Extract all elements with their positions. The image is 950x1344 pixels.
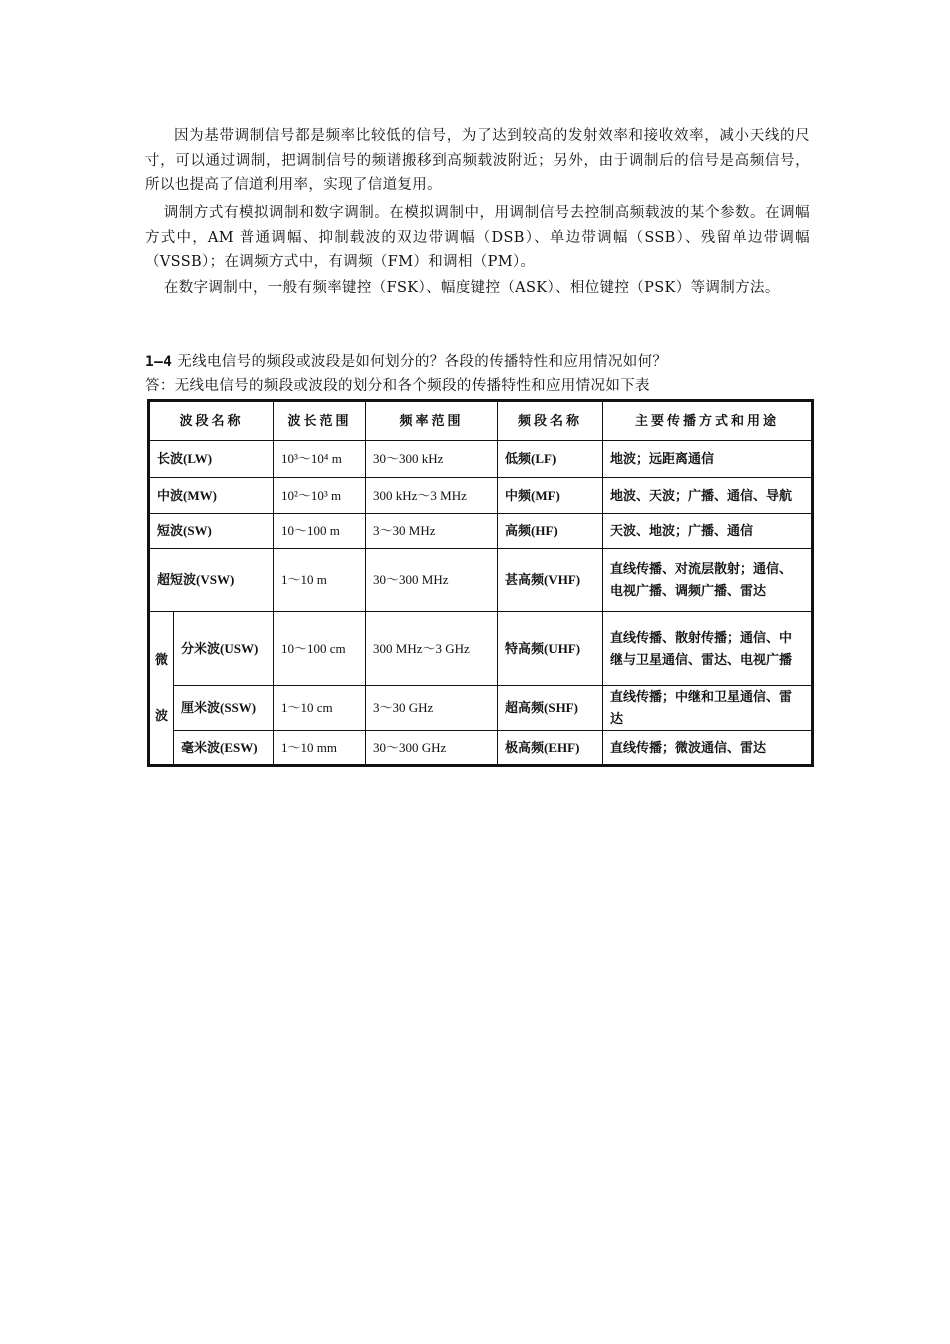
header-wavelength: 波长范围 — [274, 401, 366, 441]
frequency-band-table — [147, 399, 811, 755]
table-row — [149, 686, 813, 731]
header-frequency: 频率范围 — [366, 401, 498, 441]
cell-band: 极高频(EHF) — [498, 731, 603, 766]
cell-band: 高频(HF) — [498, 514, 603, 549]
cell-frequency: 30～300 MHz — [366, 549, 498, 612]
table-row — [149, 441, 813, 478]
question-number: 1—4 — [145, 354, 173, 370]
question-block — [145, 350, 810, 398]
table-row — [149, 612, 813, 686]
cell-frequency: 3～30 GHz — [366, 686, 498, 731]
cell-band: 中频(MF) — [498, 478, 603, 514]
cell-wavelength: 1～10 m — [274, 549, 366, 612]
header-band-name: 波段名称 — [149, 401, 274, 441]
table-header-row — [149, 401, 813, 441]
table-row — [149, 731, 813, 766]
cell-usage: 天波、地波；广播、通信 — [603, 514, 813, 549]
cell-usage: 地波、天波；广播、通信、导航 — [603, 478, 813, 514]
cell-usage: 地波；远距离通信 — [603, 441, 813, 478]
header-usage: 主要传播方式和用途 — [603, 401, 813, 441]
cell-frequency: 30～300 kHz — [366, 441, 498, 478]
cell-wavelength: 1～10 mm — [274, 731, 366, 766]
paragraph-2 — [145, 201, 810, 275]
cell-wavelength: 10³～10⁴ m — [274, 441, 366, 478]
table-row — [149, 549, 813, 612]
answer-line: 答：无线电信号的频段或波段的划分和各个频段的传播特性和应用情况如下表 — [145, 378, 650, 394]
microwave-label-bottom: 波 — [154, 708, 168, 723]
microwave-label-top: 微 — [154, 652, 168, 667]
header-band-label: 频段名称 — [498, 401, 603, 441]
paragraph-3 — [145, 276, 810, 301]
cell-wavelength: 10～100 m — [274, 514, 366, 549]
table-row — [149, 514, 813, 549]
cell-band: 低频(LF) — [498, 441, 603, 478]
paragraph-1 — [145, 124, 810, 198]
paragraph-text: 因为基带调制信号都是频率比较低的信号，为了达到较高的发射效率和接收效率，减小天线的尺寸，可以通过调制，把调制信号的频谱搬移到高频载波附近；另外，由于调制后的信号是高频信号，所以也提高了信道利用率，实现了信道复用。 — [145, 128, 810, 193]
cell-name: 毫米波(ESW) — [174, 731, 274, 766]
microwave-group-label — [149, 612, 174, 766]
cell-wavelength: 10²～10³ m — [274, 478, 366, 514]
cell-band: 特高频(UHF) — [498, 612, 603, 686]
cell-name: 厘米波(SSW) — [174, 686, 274, 731]
table-row — [149, 478, 813, 514]
cell-band: 甚高频(VHF) — [498, 549, 603, 612]
cell-usage: 直线传播；中继和卫星通信、雷达 — [603, 686, 813, 731]
question-text: 无线电信号的频段或波段是如何划分的？各段的传播特性和应用情况如何？ — [177, 354, 668, 370]
cell-name: 超短波(VSW) — [149, 549, 274, 612]
paragraph-text: 在数字调制中，一般有频率键控（FSK）、幅度键控（ASK）、相位键控（PSK）等调制方法。 — [163, 280, 780, 296]
cell-wavelength: 1～10 cm — [274, 686, 366, 731]
cell-band: 超高频(SHF) — [498, 686, 603, 731]
cell-name: 分米波(USW) — [174, 612, 274, 686]
cell-frequency: 3～30 MHz — [366, 514, 498, 549]
band-table — [147, 399, 814, 767]
cell-usage: 直线传播、对流层散射；通信、电视广播、调频广播、雷达 — [603, 549, 813, 612]
cell-frequency: 300 MHz～3 GHz — [366, 612, 498, 686]
cell-name: 长波(LW) — [149, 441, 274, 478]
cell-usage: 直线传播、散射传播；通信、中继与卫星通信、雷达、电视广播 — [603, 612, 813, 686]
question-line — [145, 350, 810, 374]
paragraph-text: 调制方式有模拟调制和数字调制。在模拟调制中，用调制信号去控制高频载波的某个参数。在调幅方式中，AM 普通调幅、抑制载波的双边带调幅（DSB）、单边带调幅（SSB）、残留单边带调幅（VSSB）；在调频方式中，有调频（FM）和调相（PM）。 — [145, 205, 810, 270]
cell-name: 短波(SW) — [149, 514, 274, 549]
cell-wavelength: 10～100 cm — [274, 612, 366, 686]
cell-frequency: 30～300 GHz — [366, 731, 498, 766]
cell-usage: 直线传播；微波通信、雷达 — [603, 731, 813, 766]
cell-name: 中波(MW) — [149, 478, 274, 514]
cell-frequency: 300 kHz～3 MHz — [366, 478, 498, 514]
